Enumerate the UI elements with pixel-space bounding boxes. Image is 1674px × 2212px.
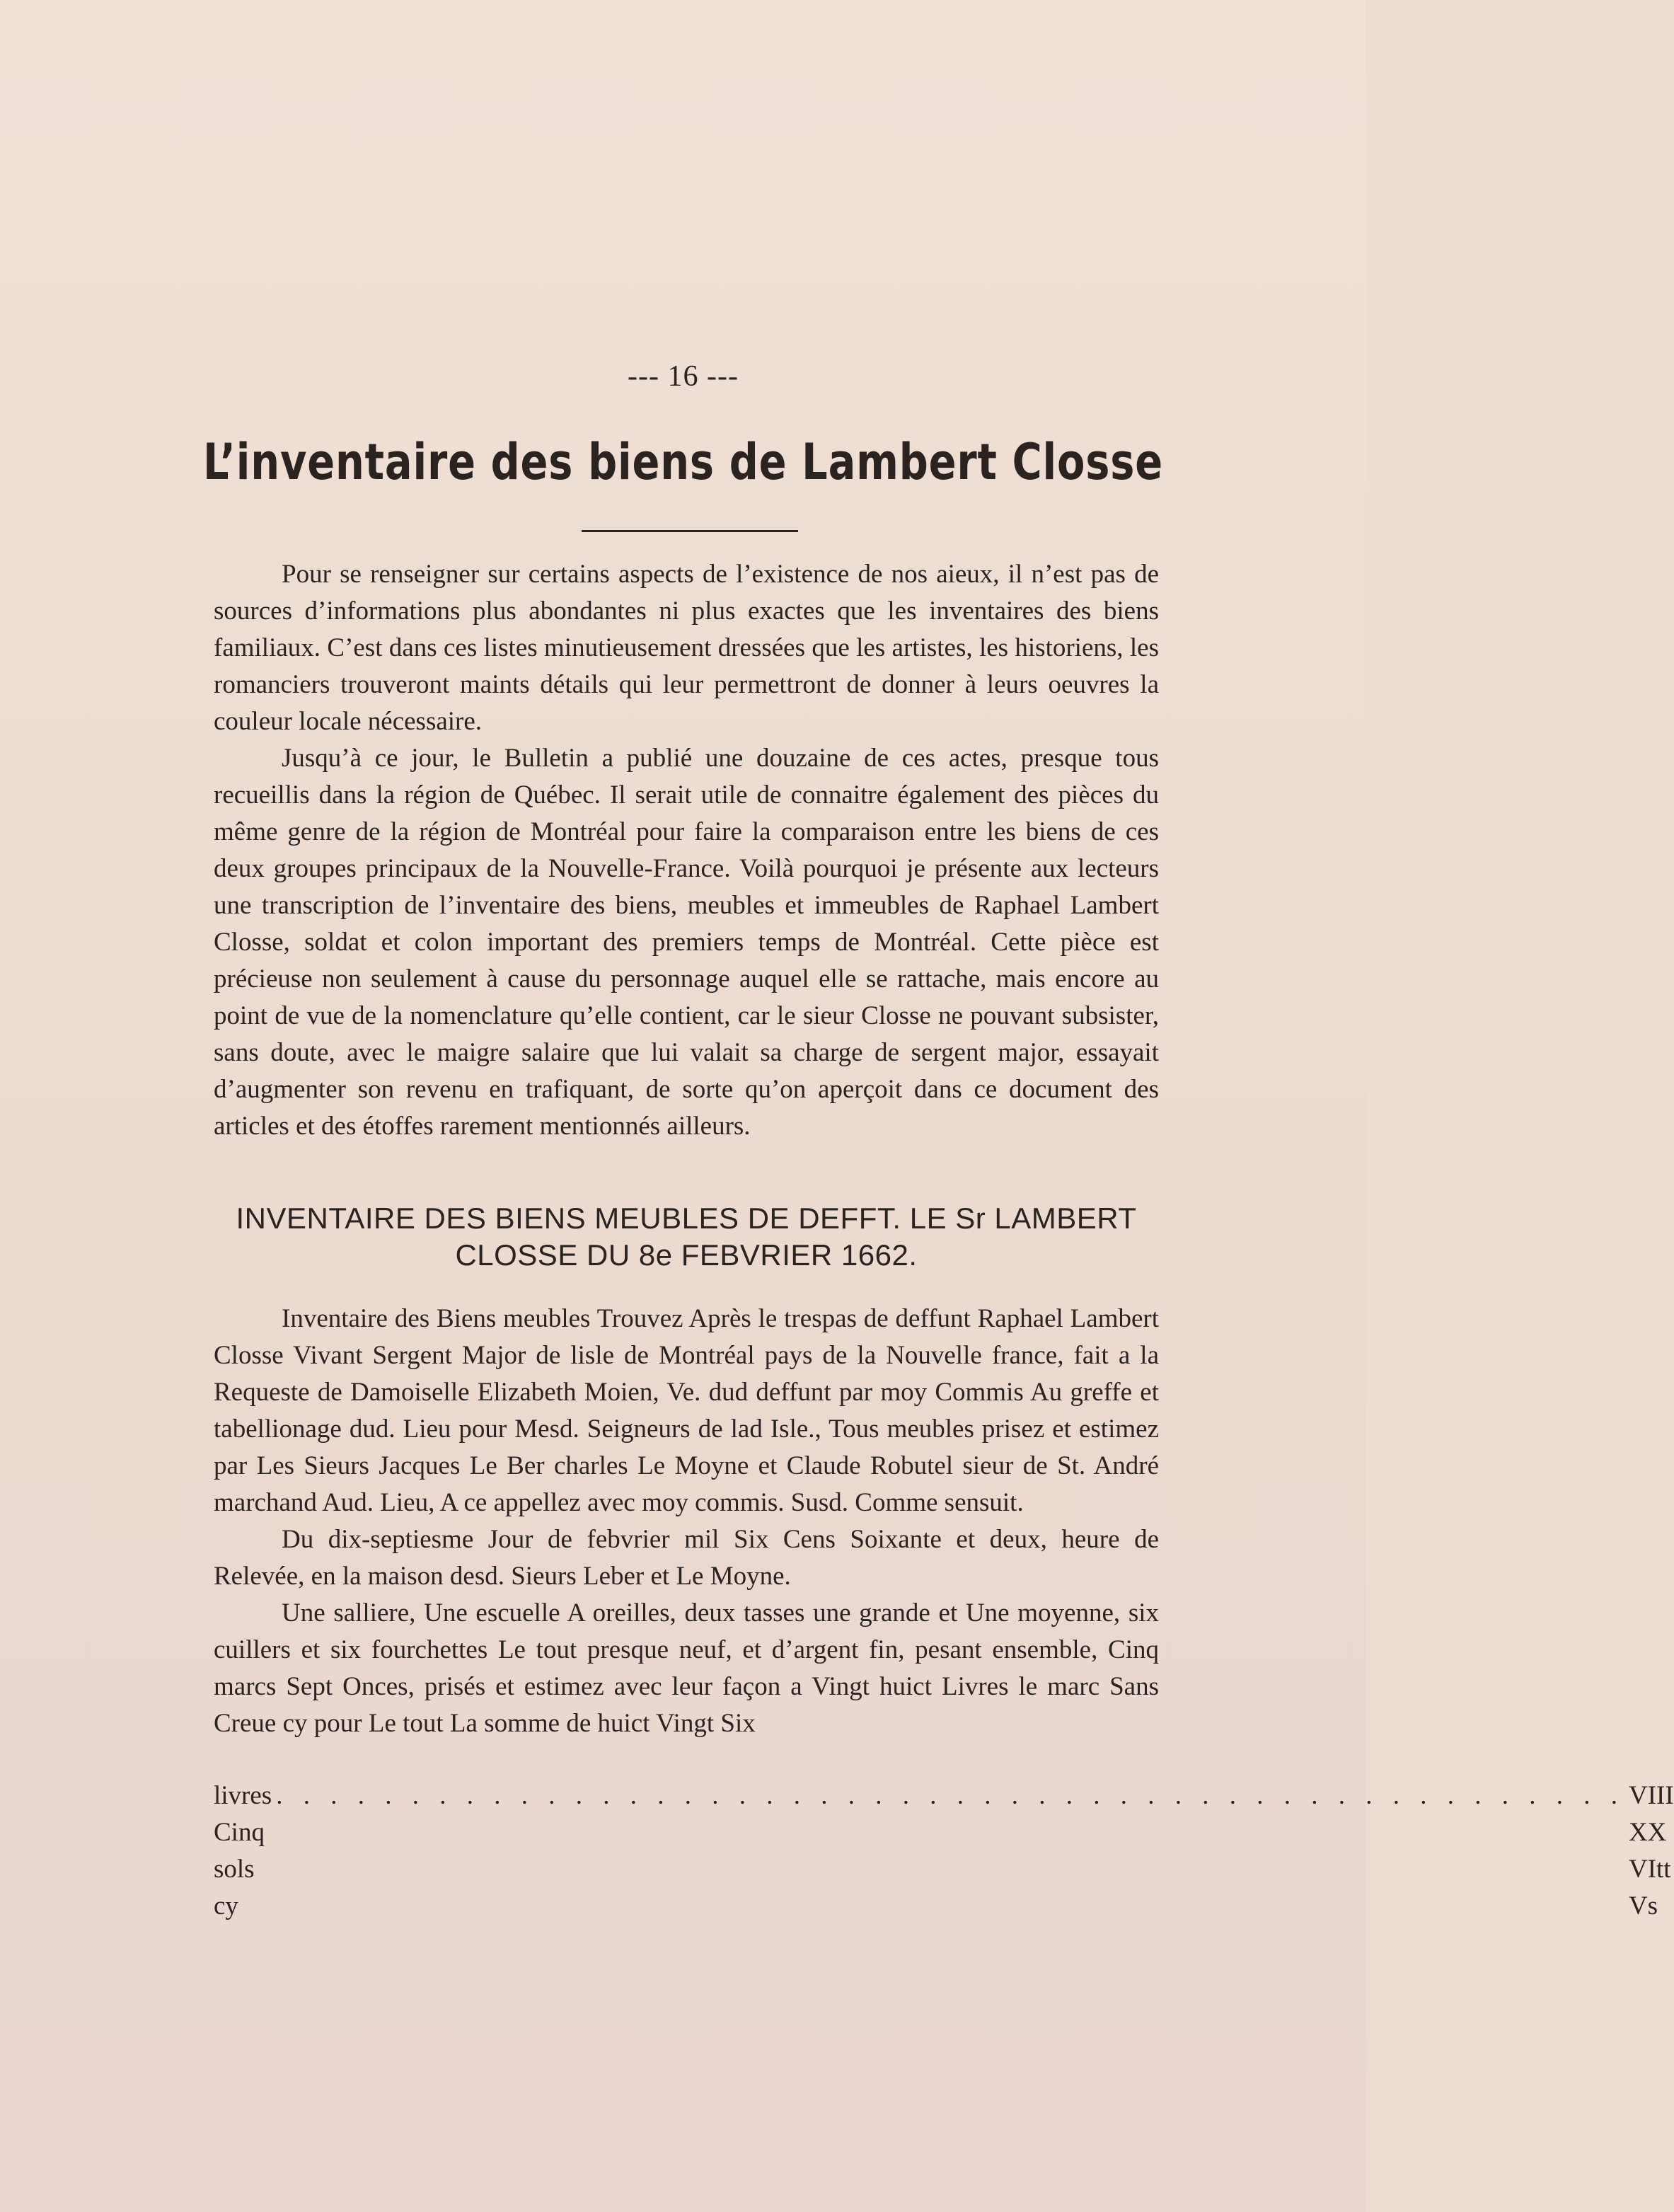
article-title: L’inventaire des biens de Lambert Closse [202,433,1164,491]
intro-text [214,556,1159,1145]
page-number: --- 16 --- [628,360,739,393]
inventory-text [214,1301,1159,1742]
entry-last-line: livres Cinq sols cy [214,1781,272,1920]
section-heading: INVENTAIRE DES BIENS MEUBLES DE DEFFT. LE Sr LAMBERT CLOSSE DU 8e FEBVRIER 1662. [236,1202,1137,1272]
intro-paragraph: Pour se renseigner sur certains aspects de l’existence de nos aieux, il n’est pas de sources d’informations plus abondantes ni plus exactes que les inventaires des biens familiaux. C’est dans ces listes minutieusement dressées que les artistes, les historiens, les romanciers trouveront maints détails qui leur permettront de donner à leurs oeuvres la couleur locale nécessaire. [214,560,1159,736]
inventory-paragraph: Du dix-septiesme Jour de febvrier mil Six Cens Soixante et deux, heure de Relevée, en la maison desd. Sieurs Leber et Le Moyne. [214,1525,1159,1591]
title-divider [582,530,798,532]
entry-amount: VIII XX VItt Vs [1628,1781,1674,1920]
intro-paragraph: Jusqu’à ce jour, le Bulletin a publié une douzaine de ces actes, presque tous recueillis dans la région de Québec. Il serait utile de connaitre également des pièces du même genre de la région de Montréal pour faire la comparaison entre les biens de ces deux groupes principaux de la Nouvelle-France. Voilà pourquoi je présente aux lecteurs une transcription de l’inventaire des biens, meubles et immeubles de Raphael Lambert Closse, soldat et colon important des premiers temps de Montréal. Cette pièce est précieuse non seulement à cause du personnage auquel elle se rattache, mais encore au point de vue de la nomenclature qu’elle contient, car le sieur Closse ne pouvant subsister, sans doute, avec le maigre salaire que lui valait sa charge de sergent major, essayait d’augmenter son revenu en trafiquant, de sorte qu’on aperçoit dans ce document des articles et des étoffes rarement mentionnés ailleurs. [214,744,1159,1141]
inventory-paragraph: Inventaire des Biens meubles Trouvez Après le trespas de deffunt Raphael Lambert Closse Vivant Sergent Major de lisle de Montréal pays de la Nouvelle france, fait a la Requeste de Damoiselle Elizabeth Moien, Ve. dud deffunt par moy Commis Au greffe et tabellionage dud. Lieu pour Mesd. Seigneurs de lad Isle., Tous meubles prisez et estimez par Les Sieurs Jacques Le Ber charles Le Moyne et Claude Robutel sieur de St. André marchand Aud. Lieu, A ce appellez avec moy commis. Susd. Comme sensuit. [214,1304,1159,1517]
entry-total-line [214,1778,1674,1925]
inventory-paragraph: Une salliere, Une escuelle A oreilles, deux tasses une grande et Une moyenne, six cuillers et six fourchettes Le tout presque neuf, et d’argent fin, pesant ensemble, Cinq marcs Sept Onces, prisés et estimez avec leur façon a Vingt huict Livres le marc Sans Creue cy pour Le tout La somme de huict Vingt Six [214,1598,1159,1738]
dot-leader: . . . . . . . . . . . . . . . . . . . . . . . . . . . . . . . . . . . . . . . . . . . . . . . . . . [276,1781,1624,1810]
